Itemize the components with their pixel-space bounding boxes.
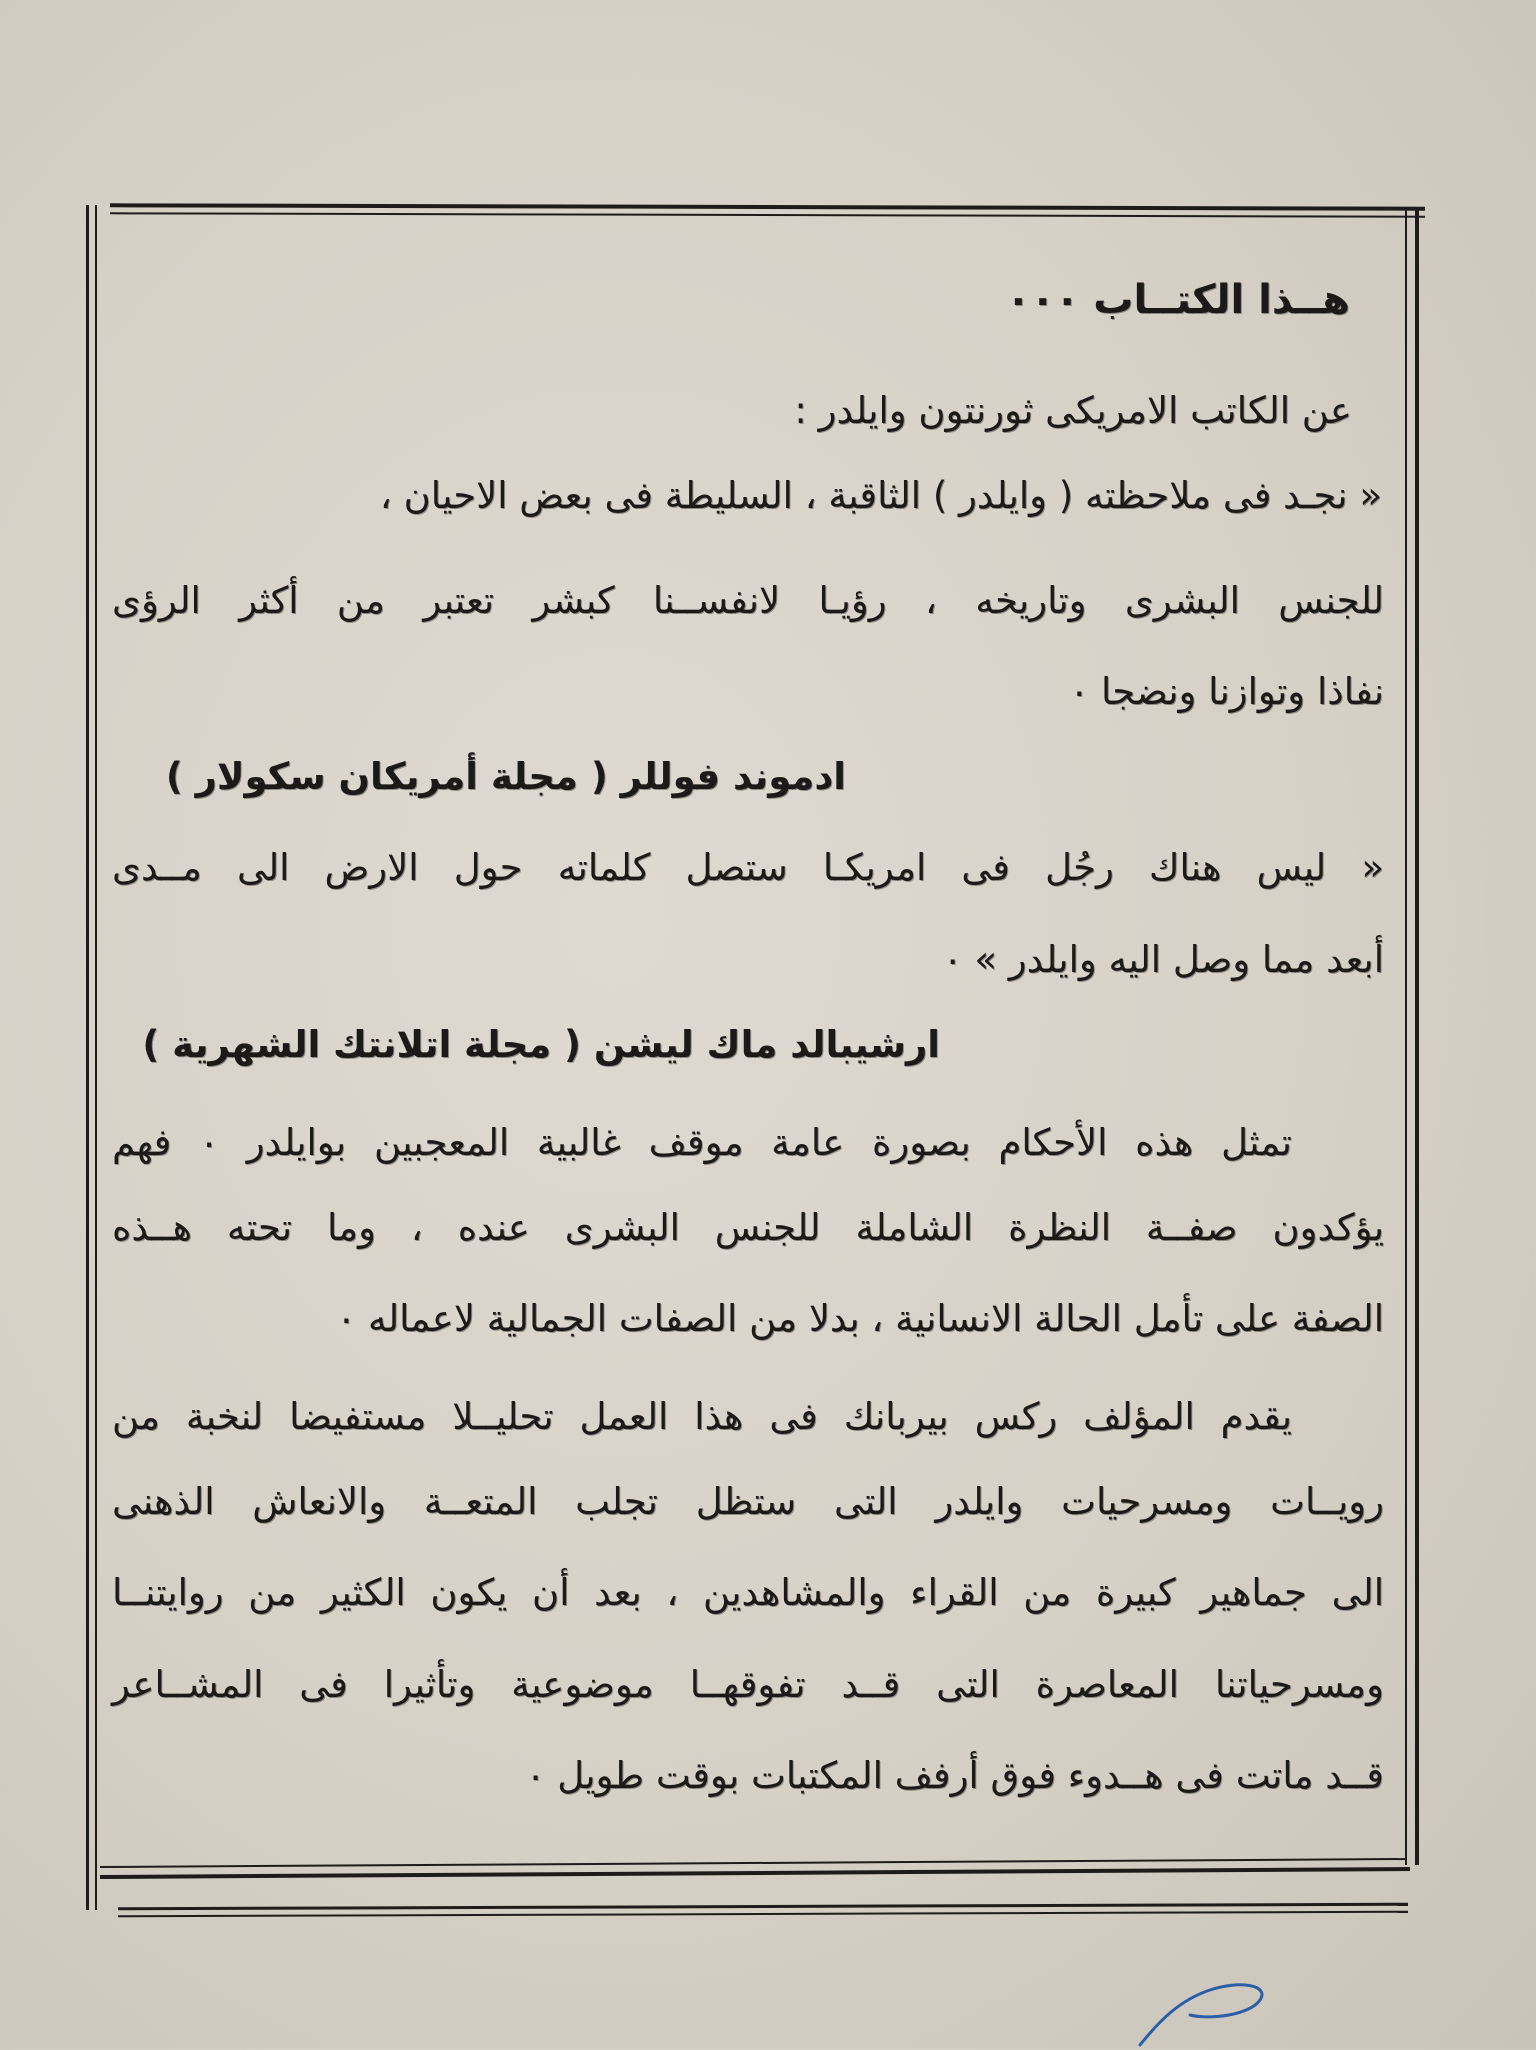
frame-bottom-outer-2 <box>118 1903 1408 1911</box>
frame-left-outer <box>86 205 89 1910</box>
paragraph2-line: ومسرحياتنا المعاصرة التى قــد تفوقهــا موضوعية وتأثيرا فى المشــاعر <box>112 1663 1384 1706</box>
paragraph2-line: الى جماهير كبيرة من القراء والمشاهدين ، بعد أن يكون الكثير من روايتنــا <box>112 1571 1384 1614</box>
paragraph2-line: يقدم المؤلف ركس بيربانك فى هذا العمل تحليــلا مستفيضا لنخبة من <box>112 1395 1292 1438</box>
quote1-line: نفاذا وتوازنا ونضجا ٠ <box>1069 670 1384 713</box>
paragraph1-line: الصفة على تأمل الحالة الانسانية ، بدلا من الصفات الجمالية لاعماله ٠ <box>336 1297 1384 1340</box>
quote2-line: أبعد مما وصل اليه وايلدر » ٠ <box>942 938 1384 981</box>
frame-bottom-outer <box>100 1867 1410 1879</box>
quote1-line: « نجـد فى ملاحظته ( وايلدر ) الثاقبة ، السليطة فى بعض الاحيان ، <box>379 474 1382 517</box>
paragraph1-line: تمثل هذه الأحكام بصورة عامة موقف غالبية المعجبين بوايلدر ٠ فهم <box>112 1121 1292 1164</box>
frame-bottom-inner <box>100 1858 1405 1868</box>
frame-right-outer <box>1415 210 1419 1865</box>
source2-heading: ارشيبالد ماك ليشن ( مجلة اتلانتك الشهرية ) <box>142 1023 940 1066</box>
frame-top-outer <box>110 203 1425 210</box>
paragraph2-line: قــد ماتت فى هــدوء فوق أرفف المكتبات بوقت طويل ٠ <box>525 1754 1384 1797</box>
frame-bottom-outer-3 <box>118 1911 1408 1918</box>
frame-top-inner <box>110 212 1425 217</box>
quote2-line: « ليس هناك رجُل فى امريكـا ستصل كلماته حول الارض الى مــدى <box>112 846 1384 889</box>
quote1-line: للجنس البشرى وتاريخه ، رؤيـا لانفســنا كبشر تعتبر من أكثر الرؤى <box>112 579 1384 622</box>
page-title: هــذا الكتــاب ٠٠٠ <box>1006 277 1350 323</box>
source1-heading: ادموند فوللر ( مجلة أمريكان سكولار ) <box>165 755 846 798</box>
intro-line: عن الكاتب الامريكى ثورنتون وايلدر : <box>794 389 1352 432</box>
pen-mark-icon <box>1120 1960 1320 2050</box>
paragraph1-line: يؤكدون صفــة النظرة الشاملة للجنس البشرى عنده ، وما تحته هــذه <box>112 1206 1384 1249</box>
frame-left-inner <box>95 205 97 1910</box>
frame-right-inner <box>1405 210 1407 1865</box>
paragraph2-line: رويــات ومسرحيات وايلدر التى ستظل تجلب المتعــة والانعاش الذهنى <box>112 1480 1384 1523</box>
